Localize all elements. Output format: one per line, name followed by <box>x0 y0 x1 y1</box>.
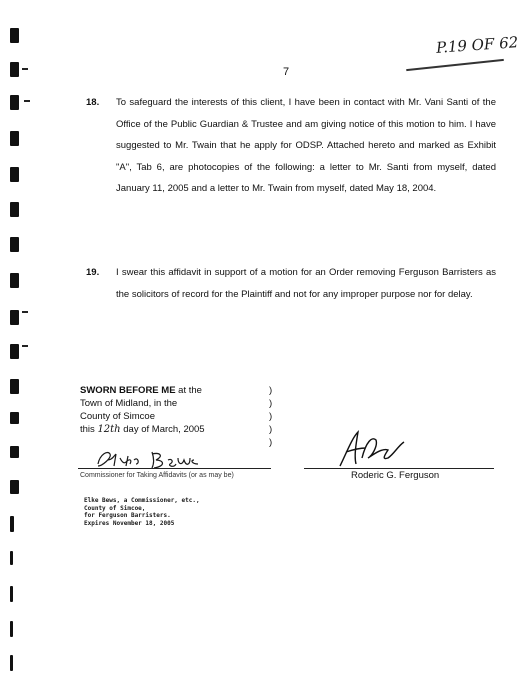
binder-hole <box>10 131 19 146</box>
binder-hole <box>10 551 13 565</box>
binder-hole <box>10 310 19 325</box>
jurat-lead-rest: at the <box>178 385 202 396</box>
binder-hole <box>10 516 14 532</box>
binder-hole <box>10 655 13 671</box>
jurat-block <box>80 384 270 436</box>
binder-hole <box>10 237 19 252</box>
paragraph-18 <box>86 92 496 200</box>
jurat-day-suffix: day of March, 2005 <box>123 424 205 435</box>
page-reference-underline <box>406 59 504 71</box>
binder-hole <box>10 379 19 394</box>
binder-hole <box>10 95 19 110</box>
binder-hole <box>10 167 19 182</box>
paragraph-text: To safeguard the interests of this client, I have been in contact with Mr. Vani Santi of the Office of the Public Guardian & Trustee and am giving notice of this motion to him. I have suggested to Mr. Twain that he apply for ODSP. Attached hereto and marked as Exhibit "A", Tab 6, are photocopies of the following: a letter to Mr. Santi from myself, dated January 11, 2005 and a letter to Mr. Twain from myself, dated May 18, 2004. <box>116 97 496 194</box>
jurat-day-handwritten: 12th <box>97 424 121 435</box>
jurat-line-1 <box>80 384 270 397</box>
jurat-brackets: ) ) ) ) ) <box>269 385 273 448</box>
stamp-line: Expires November 18, 2005 <box>84 519 175 527</box>
page-reference-handwritten: P.19 OF 62 <box>435 33 519 57</box>
commissioner-stamp <box>84 497 200 527</box>
stamp-line: for Ferguson Barristers. <box>84 512 171 519</box>
stamp-line: County of Simcoe, <box>84 504 146 512</box>
binder-hole <box>10 344 19 359</box>
jurat-line-3: County of Simcoe <box>80 411 155 422</box>
binder-tick <box>22 345 28 347</box>
binder-hole <box>10 621 13 637</box>
jurat-line-4 <box>80 423 270 436</box>
jurat-line-2: Town of Midland, in the <box>80 398 178 409</box>
binder-hole <box>10 480 19 494</box>
jurat-lead: SWORN BEFORE ME <box>80 385 176 396</box>
commissioner-signature-line <box>78 468 271 469</box>
page-number: 7 <box>283 66 290 78</box>
paragraph-text: I swear this affidavit in support of a motion for an Order removing Ferguson Barristers as the solicitors of record for the Plaintiff and not for any improper purpose nor for delay. <box>116 267 496 300</box>
binder-tick <box>22 68 28 70</box>
binder-hole <box>10 28 19 43</box>
deponent-name: Roderic G. Ferguson <box>351 470 440 481</box>
binder-hole <box>10 412 19 424</box>
binder-hole <box>10 586 13 602</box>
binder-holes-strip <box>0 0 40 679</box>
binder-hole <box>10 62 19 77</box>
commissioner-caption: Commissioner for Taking Affidavits (or as may be) <box>80 472 234 479</box>
paragraph-number: 18. <box>86 97 100 108</box>
binder-tick <box>24 100 30 102</box>
binder-tick <box>22 311 28 313</box>
deponent-signature <box>332 428 412 470</box>
stamp-line: Elke Bews, a Commissioner, etc., <box>84 497 200 504</box>
paragraph-number: 19. <box>86 267 100 278</box>
binder-hole <box>10 273 19 288</box>
binder-hole <box>10 202 19 217</box>
binder-hole <box>10 446 19 458</box>
paragraph-19 <box>86 262 496 305</box>
deponent-signature-line <box>304 468 494 469</box>
jurat-this: this <box>80 424 95 435</box>
